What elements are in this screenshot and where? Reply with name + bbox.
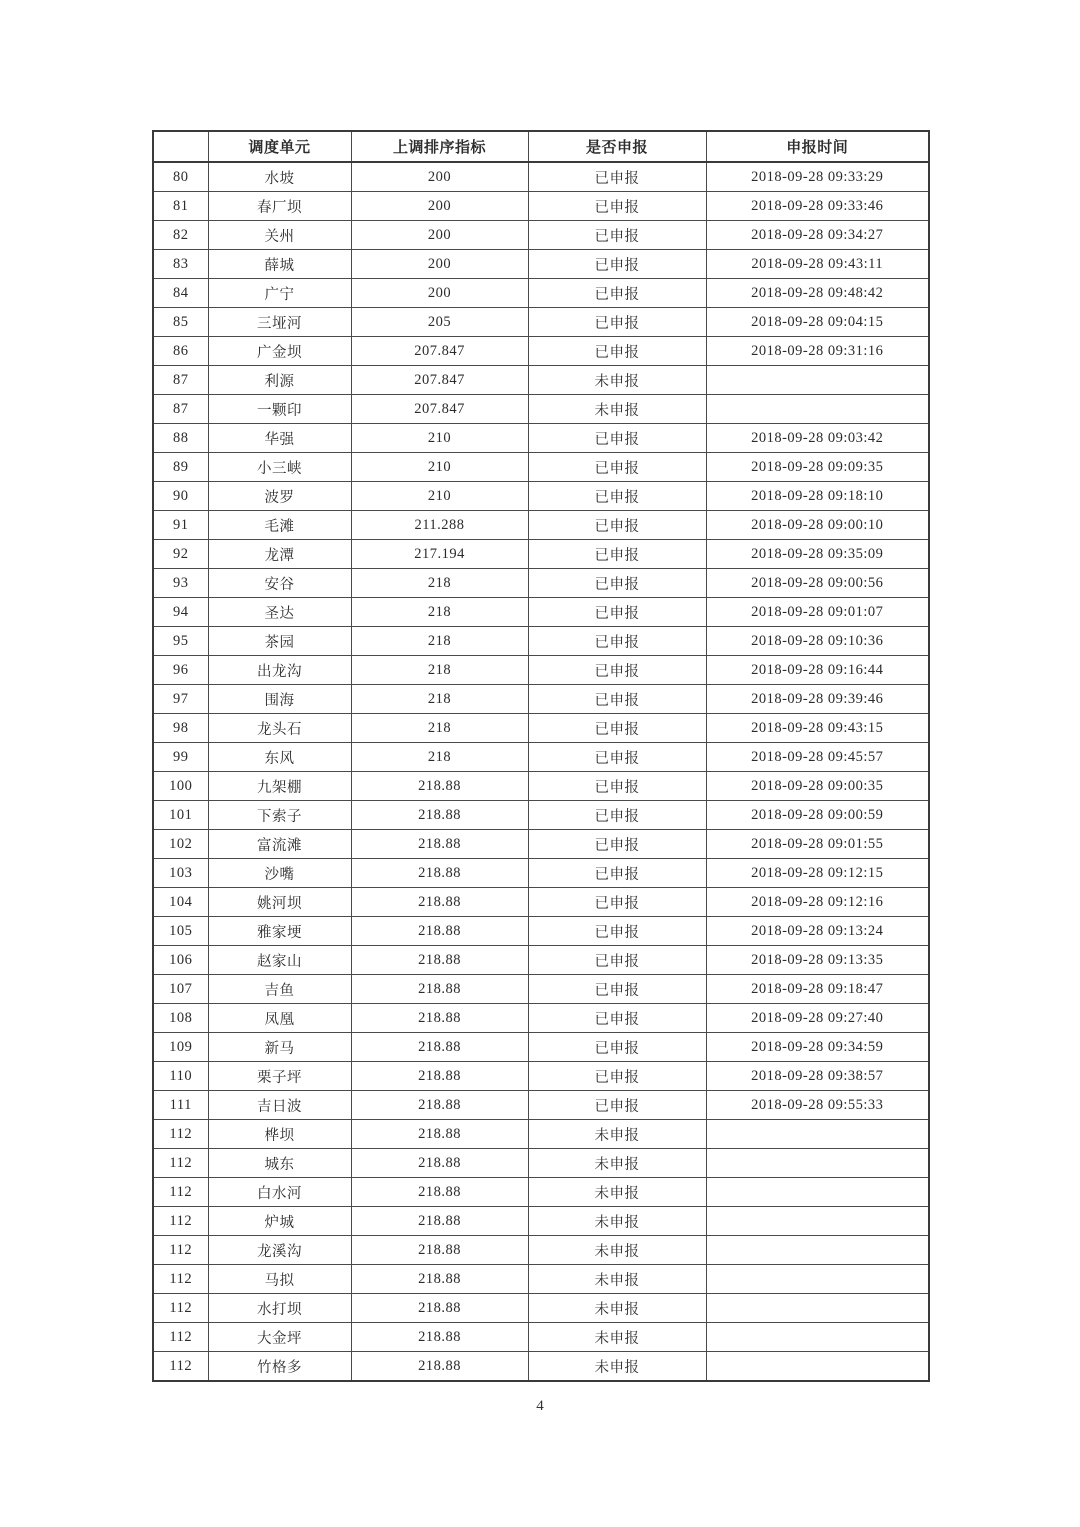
table-row xyxy=(153,569,929,598)
cell-indicator: 200 xyxy=(351,250,528,279)
cell-rank: 83 xyxy=(153,250,208,279)
cell-unit: 华强 xyxy=(208,424,351,453)
cell-declared: 已申报 xyxy=(528,1091,706,1120)
cell-declared: 已申报 xyxy=(528,540,706,569)
cell-rank: 95 xyxy=(153,627,208,656)
table-row xyxy=(153,1120,929,1149)
cell-rank: 112 xyxy=(153,1120,208,1149)
cell-unit: 栗子坪 xyxy=(208,1062,351,1091)
cell-declared: 已申报 xyxy=(528,801,706,830)
table-row xyxy=(153,395,929,424)
cell-time xyxy=(706,1120,929,1149)
cell-time: 2018-09-28 09:04:15 xyxy=(706,308,929,337)
cell-unit: 广金坝 xyxy=(208,337,351,366)
cell-declared: 未申报 xyxy=(528,1265,706,1294)
table-row xyxy=(153,453,929,482)
cell-time: 2018-09-28 09:18:47 xyxy=(706,975,929,1004)
cell-time: 2018-09-28 09:00:35 xyxy=(706,772,929,801)
document-sheet xyxy=(152,130,928,1382)
cell-declared: 已申报 xyxy=(528,975,706,1004)
cell-unit: 圣达 xyxy=(208,598,351,627)
column-header-declared: 是否申报 xyxy=(528,131,706,162)
cell-indicator: 211.288 xyxy=(351,511,528,540)
cell-time: 2018-09-28 09:01:55 xyxy=(706,830,929,859)
cell-indicator: 218.88 xyxy=(351,975,528,1004)
cell-declared: 已申报 xyxy=(528,656,706,685)
cell-declared: 已申报 xyxy=(528,337,706,366)
table-row xyxy=(153,1323,929,1352)
cell-time xyxy=(706,1265,929,1294)
cell-indicator: 210 xyxy=(351,482,528,511)
cell-indicator: 218.88 xyxy=(351,1033,528,1062)
table-row xyxy=(153,598,929,627)
cell-rank: 94 xyxy=(153,598,208,627)
table-row xyxy=(153,162,929,192)
cell-indicator: 218.88 xyxy=(351,1265,528,1294)
cell-unit: 水坡 xyxy=(208,162,351,192)
cell-unit: 波罗 xyxy=(208,482,351,511)
cell-declared: 已申报 xyxy=(528,714,706,743)
cell-declared: 未申报 xyxy=(528,1352,706,1382)
table-row xyxy=(153,714,929,743)
table-row xyxy=(153,511,929,540)
cell-unit: 竹格多 xyxy=(208,1352,351,1382)
cell-rank: 111 xyxy=(153,1091,208,1120)
table-row xyxy=(153,250,929,279)
table-row xyxy=(153,888,929,917)
table-row xyxy=(153,424,929,453)
cell-unit: 东风 xyxy=(208,743,351,772)
cell-declared: 已申报 xyxy=(528,1062,706,1091)
cell-time xyxy=(706,1294,929,1323)
cell-rank: 88 xyxy=(153,424,208,453)
cell-time xyxy=(706,1207,929,1236)
cell-rank: 112 xyxy=(153,1265,208,1294)
cell-time xyxy=(706,1236,929,1265)
table-header xyxy=(153,131,929,162)
cell-declared: 已申报 xyxy=(528,772,706,801)
cell-indicator: 218.88 xyxy=(351,1062,528,1091)
cell-indicator: 210 xyxy=(351,424,528,453)
table-row xyxy=(153,946,929,975)
cell-time: 2018-09-28 09:00:10 xyxy=(706,511,929,540)
cell-unit: 三垭河 xyxy=(208,308,351,337)
cell-unit: 茶园 xyxy=(208,627,351,656)
cell-indicator: 218.88 xyxy=(351,1178,528,1207)
table-row xyxy=(153,743,929,772)
cell-declared: 已申报 xyxy=(528,888,706,917)
table-row xyxy=(153,1236,929,1265)
table-row xyxy=(153,859,929,888)
cell-rank: 90 xyxy=(153,482,208,511)
cell-rank: 97 xyxy=(153,685,208,714)
cell-indicator: 207.847 xyxy=(351,366,528,395)
cell-time: 2018-09-28 09:34:59 xyxy=(706,1033,929,1062)
cell-indicator: 218 xyxy=(351,656,528,685)
cell-unit: 利源 xyxy=(208,366,351,395)
cell-unit: 新马 xyxy=(208,1033,351,1062)
table-row xyxy=(153,975,929,1004)
cell-rank: 112 xyxy=(153,1178,208,1207)
cell-unit: 赵家山 xyxy=(208,946,351,975)
table-row xyxy=(153,1091,929,1120)
cell-unit: 安谷 xyxy=(208,569,351,598)
cell-rank: 112 xyxy=(153,1294,208,1323)
cell-declared: 已申报 xyxy=(528,308,706,337)
column-header-indicator: 上调排序指标 xyxy=(351,131,528,162)
cell-rank: 84 xyxy=(153,279,208,308)
cell-declared: 已申报 xyxy=(528,1033,706,1062)
cell-time: 2018-09-28 09:48:42 xyxy=(706,279,929,308)
cell-rank: 112 xyxy=(153,1149,208,1178)
cell-time: 2018-09-28 09:43:15 xyxy=(706,714,929,743)
table-row xyxy=(153,337,929,366)
cell-unit: 毛滩 xyxy=(208,511,351,540)
cell-rank: 82 xyxy=(153,221,208,250)
cell-indicator: 218.88 xyxy=(351,1294,528,1323)
cell-unit: 水打坝 xyxy=(208,1294,351,1323)
table-row xyxy=(153,627,929,656)
cell-rank: 92 xyxy=(153,540,208,569)
cell-time: 2018-09-28 09:18:10 xyxy=(706,482,929,511)
cell-declared: 已申报 xyxy=(528,946,706,975)
cell-indicator: 218 xyxy=(351,685,528,714)
cell-rank: 112 xyxy=(153,1323,208,1352)
cell-rank: 104 xyxy=(153,888,208,917)
cell-rank: 85 xyxy=(153,308,208,337)
cell-indicator: 205 xyxy=(351,308,528,337)
cell-unit: 吉鱼 xyxy=(208,975,351,1004)
cell-indicator: 207.847 xyxy=(351,395,528,424)
cell-indicator: 218.88 xyxy=(351,888,528,917)
cell-declared: 未申报 xyxy=(528,366,706,395)
table-row xyxy=(153,540,929,569)
cell-unit: 薛城 xyxy=(208,250,351,279)
cell-declared: 未申报 xyxy=(528,1323,706,1352)
cell-time: 2018-09-28 09:09:35 xyxy=(706,453,929,482)
table-row xyxy=(153,308,929,337)
cell-unit: 龙潭 xyxy=(208,540,351,569)
cell-indicator: 218 xyxy=(351,598,528,627)
cell-declared: 已申报 xyxy=(528,221,706,250)
cell-indicator: 218.88 xyxy=(351,1149,528,1178)
table-row xyxy=(153,685,929,714)
cell-indicator: 218 xyxy=(351,627,528,656)
cell-unit: 春厂坝 xyxy=(208,192,351,221)
cell-unit: 一颗印 xyxy=(208,395,351,424)
cell-unit: 下索子 xyxy=(208,801,351,830)
cell-unit: 九架棚 xyxy=(208,772,351,801)
cell-rank: 91 xyxy=(153,511,208,540)
cell-unit: 马拟 xyxy=(208,1265,351,1294)
cell-time: 2018-09-28 09:35:09 xyxy=(706,540,929,569)
cell-indicator: 218.88 xyxy=(351,830,528,859)
cell-indicator: 218.88 xyxy=(351,772,528,801)
cell-time: 2018-09-28 09:33:29 xyxy=(706,162,929,192)
cell-rank: 110 xyxy=(153,1062,208,1091)
cell-declared: 未申报 xyxy=(528,1149,706,1178)
table-row xyxy=(153,917,929,946)
table-row xyxy=(153,1062,929,1091)
cell-indicator: 218.88 xyxy=(351,1207,528,1236)
header-row xyxy=(153,131,929,162)
cell-unit: 姚河坝 xyxy=(208,888,351,917)
cell-declared: 未申报 xyxy=(528,1178,706,1207)
cell-indicator: 218.88 xyxy=(351,946,528,975)
cell-indicator: 218 xyxy=(351,714,528,743)
cell-time: 2018-09-28 09:31:16 xyxy=(706,337,929,366)
cell-rank: 81 xyxy=(153,192,208,221)
cell-declared: 未申报 xyxy=(528,1294,706,1323)
table-row xyxy=(153,192,929,221)
cell-indicator: 218.88 xyxy=(351,801,528,830)
cell-declared: 已申报 xyxy=(528,192,706,221)
cell-unit: 大金坪 xyxy=(208,1323,351,1352)
table-row xyxy=(153,366,929,395)
cell-unit: 广宁 xyxy=(208,279,351,308)
table-row xyxy=(153,1265,929,1294)
cell-time: 2018-09-28 09:03:42 xyxy=(706,424,929,453)
cell-rank: 99 xyxy=(153,743,208,772)
cell-unit: 城东 xyxy=(208,1149,351,1178)
cell-indicator: 218.88 xyxy=(351,1120,528,1149)
cell-unit: 炉城 xyxy=(208,1207,351,1236)
cell-indicator: 200 xyxy=(351,162,528,192)
cell-declared: 已申报 xyxy=(528,482,706,511)
cell-rank: 89 xyxy=(153,453,208,482)
cell-time: 2018-09-28 09:16:44 xyxy=(706,656,929,685)
cell-time xyxy=(706,1178,929,1207)
table-row xyxy=(153,1033,929,1062)
table-row xyxy=(153,482,929,511)
cell-rank: 107 xyxy=(153,975,208,1004)
cell-time: 2018-09-28 09:10:36 xyxy=(706,627,929,656)
cell-time: 2018-09-28 09:13:24 xyxy=(706,917,929,946)
cell-rank: 109 xyxy=(153,1033,208,1062)
cell-time xyxy=(706,1323,929,1352)
cell-time: 2018-09-28 09:13:35 xyxy=(706,946,929,975)
table-row xyxy=(153,1178,929,1207)
cell-declared: 已申报 xyxy=(528,279,706,308)
table-row xyxy=(153,279,929,308)
cell-unit: 龙头石 xyxy=(208,714,351,743)
cell-unit: 雅家埂 xyxy=(208,917,351,946)
cell-declared: 未申报 xyxy=(528,1236,706,1265)
cell-rank: 103 xyxy=(153,859,208,888)
cell-time xyxy=(706,1149,929,1178)
cell-indicator: 218.88 xyxy=(351,859,528,888)
cell-time: 2018-09-28 09:00:59 xyxy=(706,801,929,830)
cell-time: 2018-09-28 09:43:11 xyxy=(706,250,929,279)
cell-rank: 87 xyxy=(153,366,208,395)
cell-time: 2018-09-28 09:01:07 xyxy=(706,598,929,627)
cell-time: 2018-09-28 09:55:33 xyxy=(706,1091,929,1120)
cell-indicator: 218.88 xyxy=(351,1352,528,1382)
table-row xyxy=(153,801,929,830)
cell-declared: 已申报 xyxy=(528,250,706,279)
cell-unit: 出龙沟 xyxy=(208,656,351,685)
cell-time: 2018-09-28 09:12:16 xyxy=(706,888,929,917)
table-body xyxy=(153,162,929,1381)
cell-rank: 96 xyxy=(153,656,208,685)
table-row xyxy=(153,1004,929,1033)
cell-declared: 已申报 xyxy=(528,859,706,888)
cell-indicator: 218.88 xyxy=(351,1323,528,1352)
cell-rank: 112 xyxy=(153,1207,208,1236)
cell-time: 2018-09-28 09:00:56 xyxy=(706,569,929,598)
cell-time: 2018-09-28 09:27:40 xyxy=(706,1004,929,1033)
dispatch-declaration-table xyxy=(152,130,930,1382)
cell-declared: 已申报 xyxy=(528,917,706,946)
cell-declared: 已申报 xyxy=(528,830,706,859)
cell-declared: 已申报 xyxy=(528,627,706,656)
cell-declared: 未申报 xyxy=(528,1207,706,1236)
cell-rank: 98 xyxy=(153,714,208,743)
cell-indicator: 200 xyxy=(351,221,528,250)
cell-unit: 凤凰 xyxy=(208,1004,351,1033)
cell-declared: 已申报 xyxy=(528,598,706,627)
cell-rank: 112 xyxy=(153,1352,208,1382)
cell-unit: 小三峡 xyxy=(208,453,351,482)
cell-indicator: 218.88 xyxy=(351,917,528,946)
cell-unit: 白水河 xyxy=(208,1178,351,1207)
cell-time: 2018-09-28 09:38:57 xyxy=(706,1062,929,1091)
cell-declared: 已申报 xyxy=(528,743,706,772)
cell-rank: 80 xyxy=(153,162,208,192)
table-row xyxy=(153,656,929,685)
cell-declared: 未申报 xyxy=(528,395,706,424)
table-row xyxy=(153,830,929,859)
table-row xyxy=(153,1352,929,1382)
cell-indicator: 218.88 xyxy=(351,1004,528,1033)
cell-time: 2018-09-28 09:45:57 xyxy=(706,743,929,772)
cell-time xyxy=(706,366,929,395)
cell-rank: 108 xyxy=(153,1004,208,1033)
column-header-time: 申报时间 xyxy=(706,131,929,162)
column-header-unit: 调度单元 xyxy=(208,131,351,162)
table-row xyxy=(153,1149,929,1178)
cell-rank: 86 xyxy=(153,337,208,366)
table-row xyxy=(153,772,929,801)
cell-time: 2018-09-28 09:39:46 xyxy=(706,685,929,714)
cell-declared: 已申报 xyxy=(528,424,706,453)
cell-indicator: 218.88 xyxy=(351,1091,528,1120)
cell-rank: 102 xyxy=(153,830,208,859)
cell-indicator: 200 xyxy=(351,279,528,308)
cell-rank: 106 xyxy=(153,946,208,975)
column-header-rank xyxy=(153,131,208,162)
table-row xyxy=(153,1207,929,1236)
cell-time: 2018-09-28 09:12:15 xyxy=(706,859,929,888)
table-row xyxy=(153,1294,929,1323)
cell-indicator: 217.194 xyxy=(351,540,528,569)
cell-rank: 101 xyxy=(153,801,208,830)
cell-rank: 87 xyxy=(153,395,208,424)
cell-rank: 93 xyxy=(153,569,208,598)
cell-indicator: 210 xyxy=(351,453,528,482)
cell-time xyxy=(706,1352,929,1382)
cell-indicator: 218 xyxy=(351,569,528,598)
cell-time: 2018-09-28 09:33:46 xyxy=(706,192,929,221)
cell-indicator: 218 xyxy=(351,743,528,772)
cell-unit: 沙嘴 xyxy=(208,859,351,888)
cell-rank: 112 xyxy=(153,1236,208,1265)
cell-rank: 105 xyxy=(153,917,208,946)
cell-declared: 已申报 xyxy=(528,685,706,714)
cell-unit: 围海 xyxy=(208,685,351,714)
cell-time: 2018-09-28 09:34:27 xyxy=(706,221,929,250)
table-row xyxy=(153,221,929,250)
cell-indicator: 218.88 xyxy=(351,1236,528,1265)
cell-declared: 已申报 xyxy=(528,453,706,482)
cell-indicator: 200 xyxy=(351,192,528,221)
cell-time xyxy=(706,395,929,424)
cell-unit: 富流滩 xyxy=(208,830,351,859)
cell-rank: 100 xyxy=(153,772,208,801)
cell-unit: 关州 xyxy=(208,221,351,250)
cell-unit: 桦坝 xyxy=(208,1120,351,1149)
cell-indicator: 207.847 xyxy=(351,337,528,366)
page-number: 4 xyxy=(536,1398,544,1414)
cell-unit: 吉日波 xyxy=(208,1091,351,1120)
cell-declared: 已申报 xyxy=(528,569,706,598)
cell-declared: 已申报 xyxy=(528,511,706,540)
cell-declared: 已申报 xyxy=(528,162,706,192)
cell-declared: 未申报 xyxy=(528,1120,706,1149)
cell-unit: 龙溪沟 xyxy=(208,1236,351,1265)
cell-declared: 已申报 xyxy=(528,1004,706,1033)
